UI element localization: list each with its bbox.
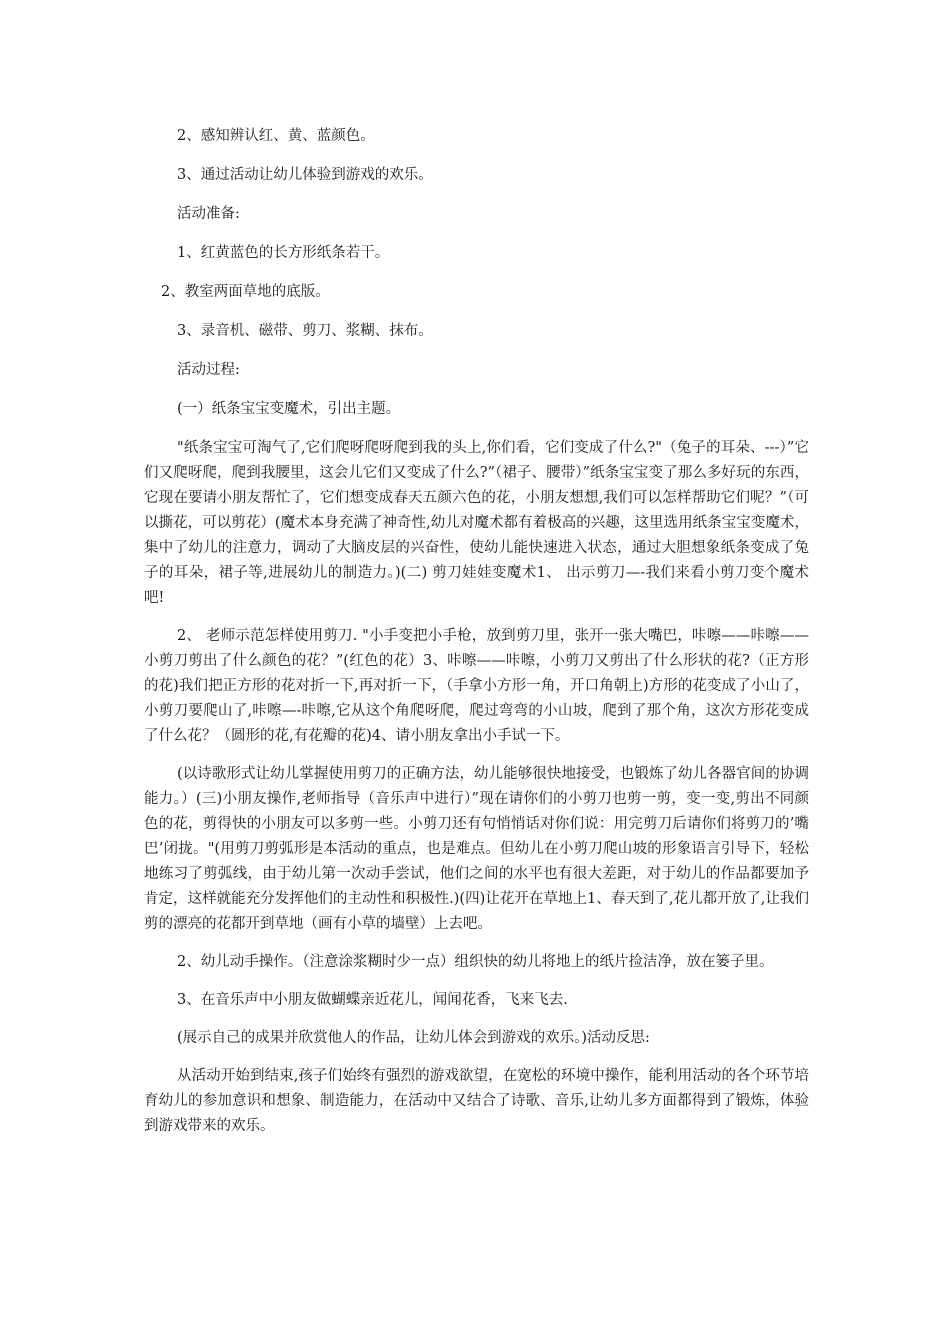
process-step-4-item-3: 3、在音乐声中小朋友做蝴蝶亲近花儿，闻闻花香，飞来飞去. (177, 992, 568, 1008)
preparation-item-1: 1、红黄蓝色的长方形纸条若干。 (177, 245, 390, 261)
process-heading: 活动过程: (177, 362, 240, 378)
process-step-1-body: "纸条宝宝可淘气了,它们爬呀爬呀爬到我的头上,你们看，它们变成了什么?"（兔子的耳朵、---）”它们又爬呀爬，爬到我腰里，这会儿它们又变成了什么?”（裙子、腰带）”纸条宝宝变了那么多好玩的东西，它现在要请小朋友帮忙了，它们想变成春天五颜六色的花，小朋友想想,我们可以怎样帮助它们呢？”（可以撕花，可以剪花）(魔术本身充满了神奇性,幼儿对魔术都有着极高的兴趣，这里选用纸条宝宝变魔术，集中了幼儿的注意力，调动了大脑皮层的兴奋性，使幼儿能快速进入状态，通过大胆想象纸条变成了兔子的耳朵，裙子等,进展幼儿的制造力。)(二) 剪刀娃娃变魔术1、 出示剪刀—-我们来看小剪刀变个魔术吧! (144, 440, 809, 606)
preparation-heading: 活动准备: (177, 206, 240, 222)
reflection-body: 从活动开始到结束,孩子们始终有强烈的游戏欲望，在宽松的环境中操作，能利用活动的各个环节培育幼儿的参加意识和想象、制造能力，在活动中又结合了诗歌、音乐,让幼儿多方面都得到了锻炼，体验到游戏带来的欢乐。 (144, 1068, 809, 1134)
process-step-1-title: (一）纸条宝宝变魔术，引出主题。 (177, 401, 401, 417)
process-step-3-body: (以诗歌形式让幼儿掌握使用剪刀的正确方法，幼儿能够很快地接受，也锻炼了幼儿各器官间的协调能力。）(三)小朋友操作,老师指导（音乐声中进行）”现在请你们的小剪刀也剪一剪，变一变,剪出不同颜色的花，剪得快的小朋友可以多剪一些。小剪刀还有句悄悄话对你们说：用完剪刀后请你们将剪刀的’嘴巴’闭拢。"(用剪刀剪弧形是本活动的重点，也是难点。但幼儿在小剪刀爬山坡的形象语言引导下，轻松地练习了剪弧线，由于幼儿第一次动手尝试，他们之间的水平也有很大差距，对于幼儿的作品都要加予肯定，这样就能充分发挥他们的主动性和积极性.)(四)让花开在草地上1、春天到了,花儿都开放了,让我们剪的漂亮的花都开到草地（画有小草的墙壁）上去吧。 (144, 766, 809, 932)
process-step-4-item-2: 2、幼儿动手操作。（注意涂浆糊时少一点）组织快的幼儿将地上的纸片捡洁净，放在篓子里。 (177, 954, 774, 970)
reflection-lead: (展示自己的成果并欣赏他人的作品，让幼儿体会到游戏的欢乐。)活动反思: (177, 1030, 650, 1046)
preparation-item-2: 2、教室两面草地的底版。 (161, 284, 330, 300)
goal-item-3: 3、通过活动让幼儿体验到游戏的欢乐。 (177, 167, 433, 183)
process-step-2-body: 2、 老师示范怎样使用剪刀. "小手变把小手枪，放到剪刀里，张开一张大嘴巴，咔嚓——咔嚓——小剪刀剪出了什么颜色的花？”(红色的花）3、咔嚓——咔嚓，小剪刀又剪出了什么形状的花?（正方形的花)我们把正方形的花对折一下,再对折一下，（手拿小方形一角，开口角朝上)方形的花变成了小山了，小剪刀要爬山了,咔嚓—-咔嚓,它从这个角爬呀爬，爬过弯弯的小山坡，爬到了那个角，这次方形花变成了什么花？（圆形的花,有花瓣的花)4、请小朋友拿出小手试一下。 (144, 628, 809, 744)
preparation-item-3: 3、录音机、磁带、剪刀、浆糊、抹布。 (177, 323, 433, 339)
goal-item-2: 2、感知辨认红、黄、蓝颜色。 (177, 128, 375, 144)
document-body (144, 124, 809, 1152)
